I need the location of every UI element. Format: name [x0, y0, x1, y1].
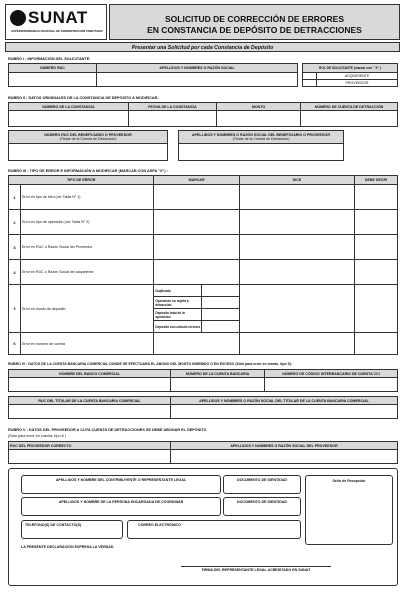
title-box [109, 4, 400, 40]
row-number: 1 [9, 185, 21, 210]
rubro4-titular-table [8, 396, 398, 419]
correo-field[interactable] [127, 520, 301, 539]
debe-field-2[interactable] [354, 210, 397, 235]
rubro2-col-fecha: FECHA DE LA CONSTANCIA [129, 103, 217, 111]
benef-nombre-field[interactable] [179, 144, 344, 161]
table-row [9, 235, 398, 260]
doc1-label: DOCUMENTO DE IDENTIDAD [236, 478, 288, 482]
dice-field-5[interactable] [239, 285, 354, 333]
rubro2-benef-ruc-table [8, 130, 168, 161]
sunat-logo-icon [10, 10, 26, 26]
footer-box [8, 468, 398, 586]
rol-proveedor-checkbox[interactable] [303, 80, 317, 87]
sub-checkbox-2[interactable] [202, 297, 240, 309]
banco-field[interactable] [9, 378, 171, 392]
table-row [9, 185, 398, 210]
logo-subtitle: SUPERINTENDENCIA NACIONAL DE ADMINISTRACIÓN TRIBUTARIA [11, 29, 103, 33]
rol-adquiriente-checkbox[interactable] [303, 73, 317, 80]
marcar-checkbox-6[interactable] [154, 333, 240, 355]
benef-ruc-sublabel: (Titular de la Cuenta de Detracción) [59, 137, 117, 141]
rubro2-table [8, 102, 398, 127]
rubro4-col-ruc-titular: RUC DEL TITULAR DE LA CUENTA BANCARIA COMERCIAL [9, 397, 171, 405]
row-label: Error en monto de depósito [21, 285, 154, 333]
rubro2-col-monto: MONTO [217, 103, 301, 111]
dice-field-2[interactable] [239, 210, 354, 235]
sub-option-total: Depósito total de la operación [154, 309, 202, 321]
benef-ruc-field[interactable] [9, 144, 168, 161]
proveedor-nombre-field[interactable] [171, 450, 398, 464]
benef-nombre-sublabel: (Titular de la Cuenta de Detracción) [232, 137, 290, 141]
row-label: Error en tipo de operación (ver Tabla N° 2) [21, 210, 154, 235]
cuenta-bancaria-field[interactable] [171, 378, 265, 392]
row-number: 2 [9, 210, 21, 235]
rubro1-nombre-field[interactable] [97, 73, 298, 87]
marcar-checkbox-2[interactable] [154, 210, 240, 235]
rubro5-col-nombre: APELLIDOS Y NOMBRES O RAZÓN SOCIAL DEL PROVEEDOR [171, 442, 398, 450]
row-number: 4 [9, 260, 21, 285]
rubro1-col-ruc: NÚMERO RUC [9, 64, 97, 73]
firma-label: FIRMA DEL REPRESENTANTE LEGAL ACREDITADO EN SUNAT [201, 568, 311, 572]
rubro1-rol-table [302, 63, 398, 87]
dice-field-4[interactable] [239, 260, 354, 285]
benef-ruc-label: NÚMERO RUC DEL BENEFICIARIO O PROVEEDOR [44, 133, 132, 137]
sub-option-erroneo: Depósito con cálculo erróneo [154, 321, 202, 333]
rubro3-col-debe: DEBE DECIR [354, 176, 397, 185]
rubro4-col-nombre-titular: APELLIDOS Y NOMBRES O RAZÓN SOCIAL DEL TITULAR DE LA CUENTA BANCARIA COMERCIAL [171, 397, 398, 405]
proveedor-ruc-field[interactable] [9, 450, 171, 464]
rubro4-col-cuenta: NÚMERO DE LA CUENTA BANCARIA [171, 370, 265, 378]
rubro3-col-dice: DICE [239, 176, 354, 185]
rubro5-table [8, 441, 398, 464]
rol-adquiriente-label: ADQUIRIENTE [317, 73, 398, 80]
dice-field-1[interactable] [239, 185, 354, 210]
rol-proveedor-label: PROVEEDOR [317, 80, 398, 87]
row-label: Error en número de cuenta [21, 333, 154, 355]
debe-field-1[interactable] [354, 185, 397, 210]
subtitle-bar [5, 42, 400, 52]
page-title-line2: EN CONSTANCIA DE DEPÓSITO DE DETRACCIONES [147, 25, 362, 35]
sello-box [305, 475, 393, 545]
telefono-label: TELÉFONO(S) DE CONTACTO(S) [25, 523, 82, 527]
table-row [9, 210, 398, 235]
rubro1-title: RUBRO I : INFORMACIÓN DEL SOLICITANTE: [8, 57, 91, 61]
encargado-label: APELLIDOS Y NOMBRE DE LA PERSONA ENCARGADA DE COORDINAR [58, 500, 184, 504]
rubro2-col-cuenta: NÚMERO DE CUENTA DE DETRACCIÓN [301, 103, 398, 111]
benef-nombre-label: APELLIDOS Y NOMBRES O RAZÓN SOCIAL DEL BENEFICIARIO O PROVEEDOR [192, 133, 330, 137]
row-label: Error en tipo de bien (ver Tabla N° 1) [21, 185, 154, 210]
rubro4-table [8, 369, 398, 392]
rubro1-table [8, 63, 298, 87]
rubro1-col-rol: ROL DE SOLICITANTE (marcar con " X" ) [303, 64, 398, 73]
sub-option-duplicado: Duplicado [154, 285, 202, 297]
logo-text: SUNAT [28, 8, 88, 27]
doc1-field[interactable] [223, 475, 301, 494]
doc2-label: DOCUMENTO DE IDENTIDAD [236, 500, 288, 504]
row-number: 3 [9, 235, 21, 260]
cuenta-detraccion-field[interactable] [301, 111, 398, 127]
sub-checkbox-3[interactable] [202, 309, 240, 321]
table-row [9, 285, 398, 297]
rubro3-table [8, 175, 398, 355]
dice-field-3[interactable] [239, 235, 354, 260]
doc2-field[interactable] [223, 497, 301, 516]
debe-field-4[interactable] [354, 260, 397, 285]
marcar-checkbox-4[interactable] [154, 260, 240, 285]
rubro4-title: RUBRO IV : DATOS DE LA CUENTA BANCARIA COMERCIAL DONDE SE EFECTUARÁ EL ABONO DEL MONTO INDEBIDO O EN EXCESO (Sólo para error en monto, tipo 5): [8, 362, 292, 366]
rubro3-col-marcar: MARCAR [154, 176, 240, 185]
rubro4-col-banco: NOMBRE DEL BANCO COMERCIAL [9, 370, 171, 378]
rubro5-col-ruc: RUC DEL PROVEEDOR CORRECTO [9, 442, 171, 450]
fecha-field[interactable] [129, 111, 217, 127]
declaracion-text: LA PRESENTE DECLARACIÓN EXPRESA LA VERDAD [21, 545, 114, 549]
rubro5-note: (Sólo para error en cuenta, tipo 6 ) [8, 434, 67, 438]
sub-option-no-sujeta: Operación no sujeta a detracción [154, 297, 202, 309]
debe-field-5[interactable] [354, 285, 397, 333]
rep-legal-label: APELLIDOS Y NOMBRE DEL CONTRIBUYENTE O REPRESENTANTE LEGAL [55, 478, 187, 482]
row-label: Error en RUC o Razón Social del Proveedor [21, 235, 154, 260]
rubro3-title: RUBRO III : TIPO DE ERROR E INFORMACIÓN A MODIFICAR (MARCAR CON ASPA "X") : [8, 169, 168, 173]
rubro1-ruc-field[interactable] [9, 73, 97, 87]
encargado-field[interactable] [21, 497, 221, 516]
marcar-checkbox-1[interactable] [154, 185, 240, 210]
cci-field[interactable] [265, 378, 398, 392]
marcar-checkbox-3[interactable] [154, 235, 240, 260]
row-number: 5 [9, 285, 21, 333]
rubro2-col-constancia: NÚMERO DE LA CONSTANCIA [9, 103, 129, 111]
dice-field-6[interactable] [239, 333, 354, 355]
table-row [9, 260, 398, 285]
subtitle-text: Presentar una Solicitud por cada Constancia de Depósito [131, 44, 274, 51]
sub-checkbox-4[interactable] [202, 321, 240, 333]
rubro2-title: RUBRO II : DATOS ORIGINALES DE LA CONSTANCIA DE DEPÓSITO A MODIFICAR: [8, 96, 159, 100]
nombre-titular-field[interactable] [171, 405, 398, 419]
row-number: 6 [9, 333, 21, 355]
correo-label: CORREO ELECTRÓNICO [138, 523, 181, 527]
rubro1-col-nombre: APELLIDOS Y NOMBRES O RAZÓN SOCIAL [97, 64, 298, 73]
row-label: Error en RUC o Razón Social del adquiriente [21, 260, 154, 285]
monto-field[interactable] [217, 111, 301, 127]
logo-box [5, 4, 107, 40]
rep-legal-field[interactable] [21, 475, 221, 494]
ruc-titular-field[interactable] [9, 405, 171, 419]
rubro5-title: RUBRO V : DATOS DEL PROVEEDOR A CUYA CUENTA DE DETRACCIONES SE DEBE ABONAR EL DEPÓSITO [8, 428, 207, 432]
rubro3-col-tipo: TIPO DE ERROR [9, 176, 154, 185]
rubro4-col-cci: NÚMERO DE CÓDIGO INTERBANCARIO DE CUENTA CCI [265, 370, 398, 378]
debe-field-3[interactable] [354, 235, 397, 260]
sub-checkbox-1[interactable] [202, 285, 240, 297]
telefono-field[interactable] [21, 520, 123, 539]
benef-nombre-header [179, 131, 344, 144]
sello-label: Sello de Recepción [332, 479, 366, 483]
firma-line [181, 566, 331, 567]
page-title-line1: SOLICITUD DE CORRECCIÓN DE ERRORES [165, 14, 344, 24]
rubro2-benef-nombre-table [178, 130, 344, 161]
constancia-field[interactable] [9, 111, 129, 127]
table-row [9, 333, 398, 355]
debe-field-6[interactable] [354, 333, 397, 355]
benef-ruc-header [9, 131, 168, 144]
